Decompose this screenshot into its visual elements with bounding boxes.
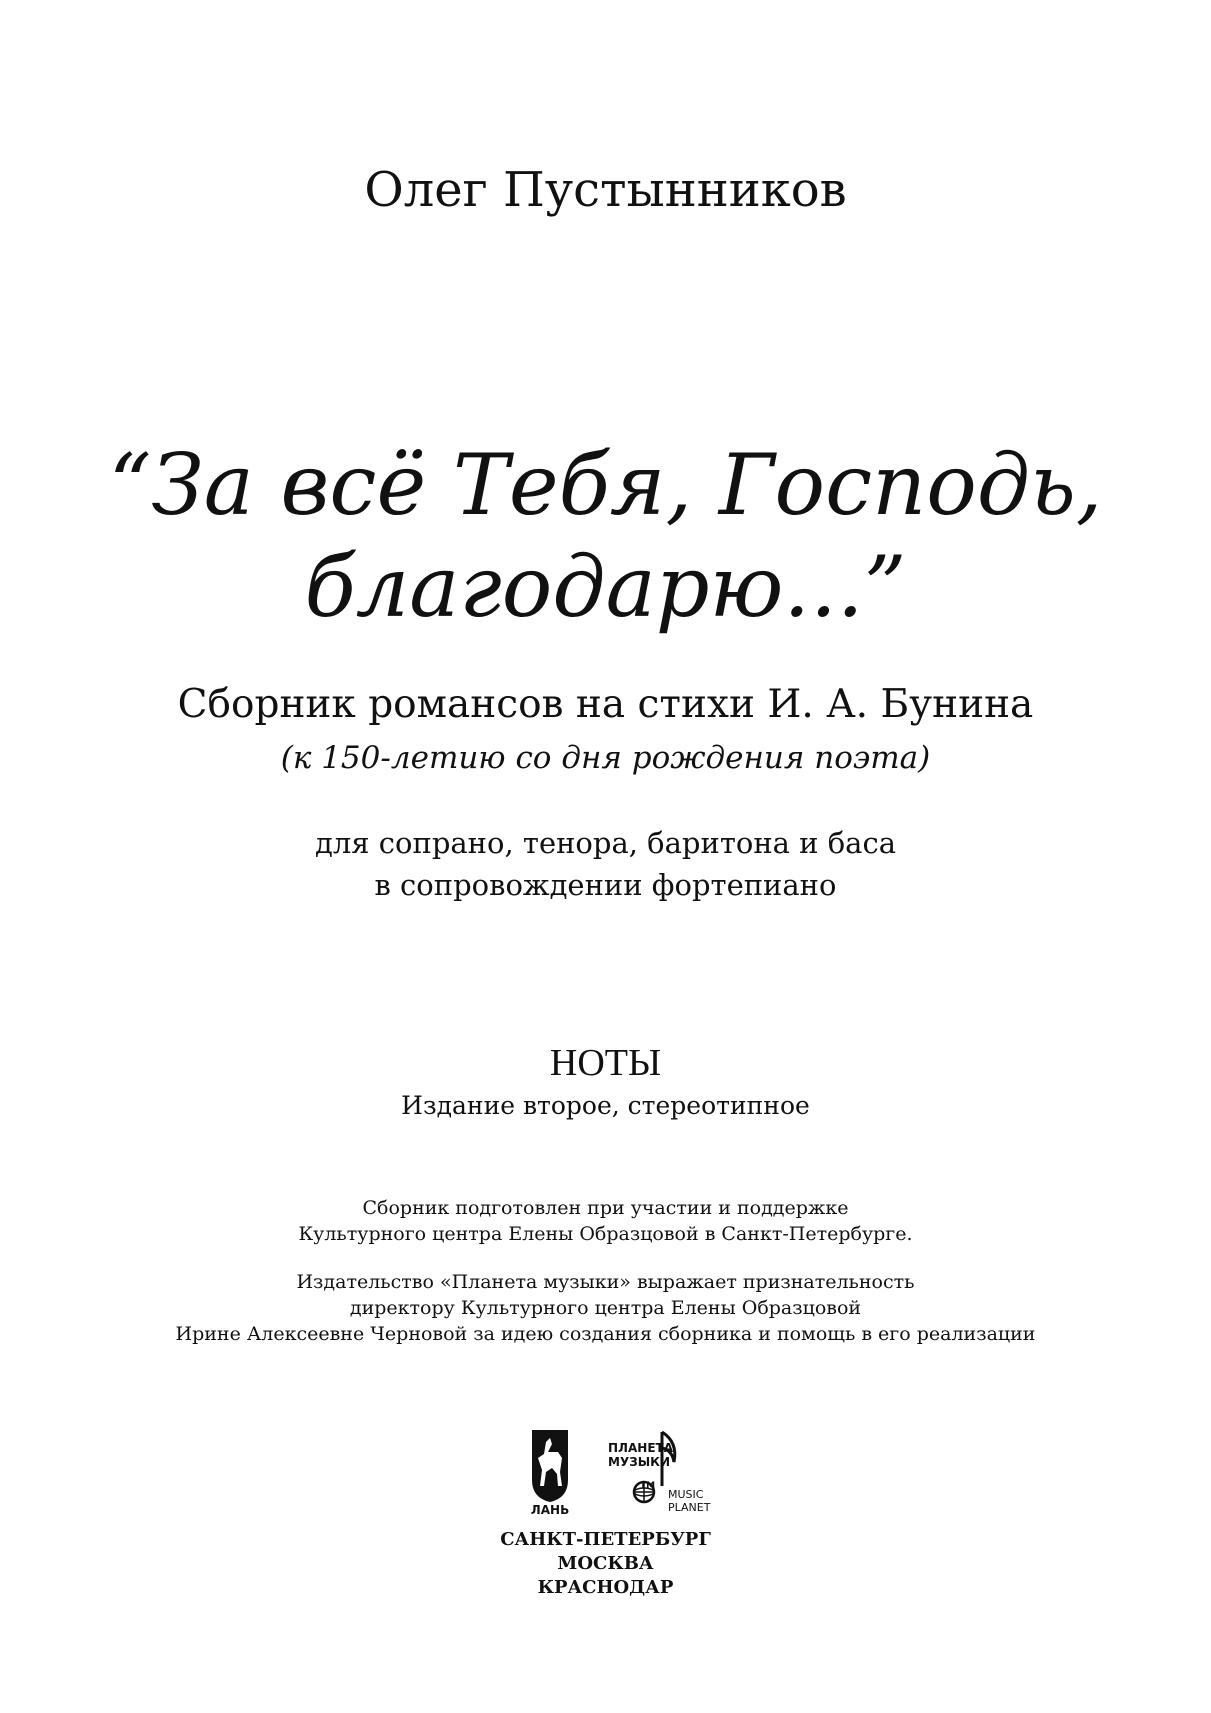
trademark-mark: TM	[640, 1481, 656, 1491]
lan-logo	[528, 1428, 572, 1518]
acknowledgement-line-1: Сборник подготовлен при участии и поддержке	[362, 1197, 849, 1219]
planet-music-logo	[578, 1428, 711, 1520]
lan-label: ЛАНЬ	[530, 1503, 570, 1517]
city-krasnodar: КРАСНОДАР	[537, 1577, 674, 1598]
planet-label: ПЛАНЕТА	[608, 1441, 674, 1455]
author-name: Олег Пустынников	[364, 162, 847, 218]
city-moscow: МОСКВА	[557, 1553, 654, 1574]
doe-icon	[528, 1428, 572, 1503]
voices-line-2: в сопровождении фортепиано	[374, 868, 837, 902]
voices-line-1: для сопрано, тенора, баритона и баса	[315, 826, 896, 860]
acknowledgement-line-5: Ирине Алексеевне Черновой за идею создания сборника и помощь в его реализации	[175, 1323, 1036, 1345]
publisher-logos	[528, 1428, 711, 1520]
music-label-ru: МУЗЫКИ	[608, 1455, 671, 1469]
city-saint-petersburg: САНКТ-ПЕТЕРБУРГ	[500, 1529, 711, 1550]
acknowledgement-line-4: директору Культурного центра Елены Образцовой	[349, 1297, 862, 1319]
edition-label: Издание второе, стереотипное	[401, 1091, 810, 1120]
anniversary-note: (к 150-летию со дня рождения поэта)	[280, 740, 931, 776]
book-title-line-2: благодарю...”	[304, 538, 907, 636]
planet-label-en: PLANET	[668, 1501, 711, 1514]
acknowledgement-line-3: Издательство «Планета музыки» выражает признательность	[296, 1271, 915, 1293]
acknowledgement-line-2: Культурного центра Елены Образцовой в Санкт-Петербурге.	[298, 1223, 913, 1245]
format-label: НОТЫ	[549, 1042, 662, 1084]
book-title-line-1: “За всё Тебя, Господь,	[108, 436, 1103, 534]
music-label-en: MUSIC	[668, 1488, 704, 1501]
book-subtitle: Сборник романсов на стихи И. А. Бунина	[177, 682, 1034, 727]
